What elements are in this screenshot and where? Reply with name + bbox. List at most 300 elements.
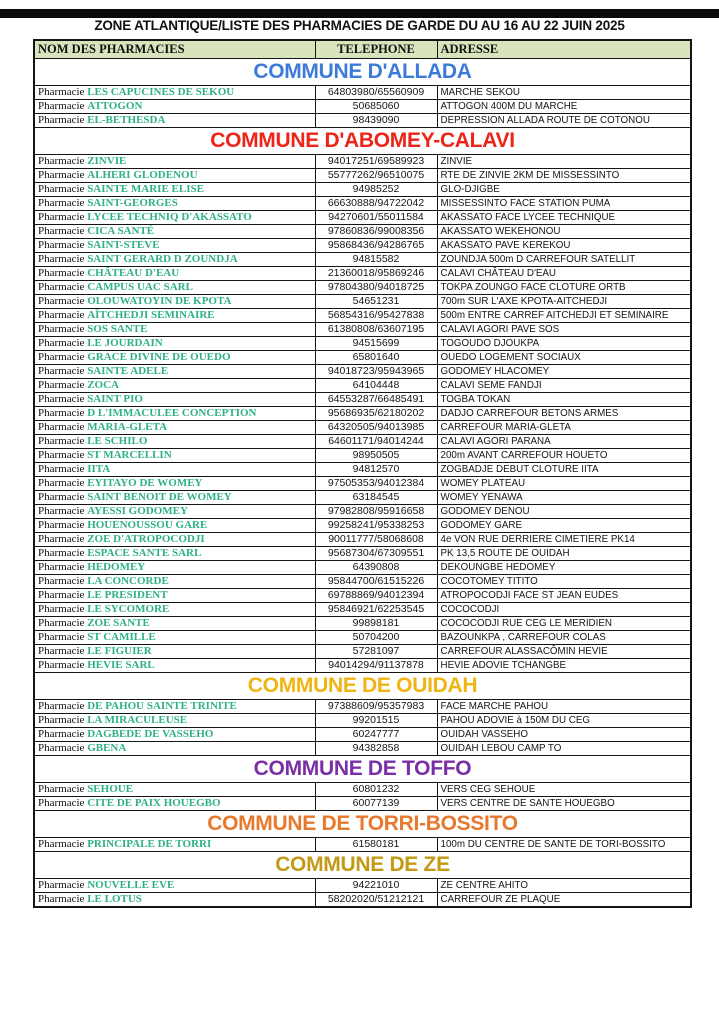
pharmacy-name: SAINT-GEORGES bbox=[87, 197, 178, 209]
table-row bbox=[34, 86, 691, 100]
pharmacy-name: PRINCIPALE DE TORRI bbox=[87, 838, 212, 850]
address-cell: COCOCODJI RUE CEG LE MERIDIEN bbox=[437, 617, 691, 631]
table-row bbox=[34, 505, 691, 519]
address-cell: CARREFOUR ZE PLAQUE bbox=[437, 893, 691, 908]
pharmacy-name-cell bbox=[34, 239, 315, 253]
pharmacy-prefix: Pharmacie bbox=[38, 155, 88, 167]
pharmacy-name: DE PAHOU SAINTE TRINITE bbox=[87, 700, 237, 712]
address-cell: ZOUNDJA 500m D CARREFOUR SATELLIT bbox=[437, 253, 691, 267]
address-cell: ZINVIE bbox=[437, 155, 691, 169]
address-cell: MISSESSINTO FACE STATION PUMA bbox=[437, 197, 691, 211]
phone-cell: 97860836/99008356 bbox=[315, 225, 437, 239]
table-row bbox=[34, 393, 691, 407]
address-cell: GLO-DJIGBE bbox=[437, 183, 691, 197]
pharmacy-prefix: Pharmacie bbox=[38, 114, 88, 126]
pharmacy-name-cell bbox=[34, 879, 315, 893]
pharmacy-name: ZOE SANTE bbox=[87, 617, 150, 629]
pharmacy-prefix: Pharmacie bbox=[38, 728, 88, 740]
pharmacy-prefix: Pharmacie bbox=[38, 797, 88, 809]
column-header-telephone: TELEPHONE bbox=[315, 40, 437, 59]
document-title: ZONE ATLANTIQUE/LISTE DES PHARMACIES DE GARDE DU AU 16 AU 22 JUIN 2025 bbox=[94, 18, 625, 33]
table-row bbox=[34, 155, 691, 169]
column-header-nom-des-pharmacies: NOM DES PHARMACIES bbox=[34, 40, 315, 59]
table-row bbox=[34, 211, 691, 225]
phone-cell: 64553287/66485491 bbox=[315, 393, 437, 407]
pharmacy-name-cell bbox=[34, 295, 315, 309]
table-row bbox=[34, 893, 691, 908]
address-cell: WOMEY YENAWA bbox=[437, 491, 691, 505]
pharmacy-prefix: Pharmacie bbox=[38, 183, 88, 195]
table-row bbox=[34, 351, 691, 365]
pharmacy-prefix: Pharmacie bbox=[38, 505, 88, 517]
pharmacy-name-cell bbox=[34, 547, 315, 561]
pharmacy-name: ST MARCELLIN bbox=[87, 449, 172, 461]
pharmacy-name-cell bbox=[34, 519, 315, 533]
column-header-adresse: ADRESSE bbox=[437, 40, 691, 59]
phone-cell: 94014294/91137878 bbox=[315, 659, 437, 673]
table-row bbox=[34, 561, 691, 575]
section-header-torri-bossito: COMMUNE DE TORRI-BOSSITO bbox=[34, 811, 691, 838]
pharmacy-prefix: Pharmacie bbox=[38, 631, 88, 643]
section-header-ouidah: COMMUNE DE OUIDAH bbox=[34, 673, 691, 700]
phone-cell: 99258241/95338253 bbox=[315, 519, 437, 533]
pharmacy-name: LYCEE TECHNIQ D'AKASSATO bbox=[87, 211, 252, 223]
phone-cell: 94815582 bbox=[315, 253, 437, 267]
pharmacy-name-cell bbox=[34, 463, 315, 477]
pharmacy-name: AYESSI GODOMEY bbox=[87, 505, 188, 517]
table-row bbox=[34, 742, 691, 756]
address-cell: AKASSATO WEKEHONOU bbox=[437, 225, 691, 239]
address-cell: OUIDAH LEBOU CAMP TO bbox=[437, 742, 691, 756]
pharmacy-name: SAINT GERARD D ZOUNDJA bbox=[87, 253, 238, 265]
pharmacy-name: CICA SANTÉ bbox=[87, 225, 155, 237]
pharmacy-name-cell bbox=[34, 267, 315, 281]
section-row-ouidah bbox=[34, 673, 691, 700]
pharmacy-name-cell bbox=[34, 169, 315, 183]
address-cell: MARCHE SEKOU bbox=[437, 86, 691, 100]
phone-cell: 94270601/55011584 bbox=[315, 211, 437, 225]
address-cell: CARREFOUR ALASSACÔMIN HEVIE bbox=[437, 645, 691, 659]
section-header-toffo: COMMUNE DE TOFFO bbox=[34, 756, 691, 783]
pharmacy-name-cell bbox=[34, 379, 315, 393]
phone-cell: 63184545 bbox=[315, 491, 437, 505]
pharmacy-name: ST CAMILLE bbox=[87, 631, 156, 643]
pharmacy-prefix: Pharmacie bbox=[38, 169, 88, 181]
pharmacy-name: AÏTCHEDJI SEMINAIRE bbox=[87, 309, 215, 321]
pharmacy-name: LA MIRACULEUSE bbox=[87, 714, 188, 726]
table-row bbox=[34, 519, 691, 533]
pharmacy-name: GBENA bbox=[87, 742, 127, 754]
table-row bbox=[34, 797, 691, 811]
phone-cell: 90011777/58068608 bbox=[315, 533, 437, 547]
pharmacy-prefix: Pharmacie bbox=[38, 463, 88, 475]
pharmacy-name: SAINT-STEVE bbox=[87, 239, 160, 251]
address-cell: VERS CEG SEHOUE bbox=[437, 783, 691, 797]
section-row-allada bbox=[34, 59, 691, 86]
pharmacy-name-cell bbox=[34, 393, 315, 407]
pharmacy-name-cell bbox=[34, 351, 315, 365]
table-row bbox=[34, 449, 691, 463]
table-row bbox=[34, 463, 691, 477]
section-row-torri-bossito bbox=[34, 811, 691, 838]
table-row bbox=[34, 659, 691, 673]
pharmacy-name-cell bbox=[34, 659, 315, 673]
pharmacy-prefix: Pharmacie bbox=[38, 491, 88, 503]
phone-cell: 65801640 bbox=[315, 351, 437, 365]
pharmacy-name: NOUVELLE EVE bbox=[87, 879, 175, 891]
pharmacy-name: CHÂTEAU D'EAU bbox=[87, 267, 180, 279]
phone-cell: 64803980/65560909 bbox=[315, 86, 437, 100]
pharmacy-prefix: Pharmacie bbox=[38, 337, 88, 349]
address-cell: COCOCODJI bbox=[437, 603, 691, 617]
pharmacy-name: SAINT BENOIT DE WOMEY bbox=[87, 491, 232, 503]
phone-cell: 98439090 bbox=[315, 114, 437, 128]
table-row bbox=[34, 169, 691, 183]
address-cell: AKASSATO PAVE KEREKOU bbox=[437, 239, 691, 253]
pharmacy-name-cell bbox=[34, 86, 315, 100]
table-row bbox=[34, 365, 691, 379]
address-cell: CARREFOUR MARIA-GLETA bbox=[437, 421, 691, 435]
phone-cell: 97388609/95357983 bbox=[315, 700, 437, 714]
pharmacy-prefix: Pharmacie bbox=[38, 879, 88, 891]
table-row bbox=[34, 239, 691, 253]
pharmacy-name: ESPACE SANTE SARL bbox=[87, 547, 202, 559]
phone-cell: 50704200 bbox=[315, 631, 437, 645]
pharmacy-prefix: Pharmacie bbox=[38, 893, 88, 905]
pharmacy-name-cell bbox=[34, 797, 315, 811]
pharmacy-name-cell bbox=[34, 365, 315, 379]
pharmacy-name: EYITAYO DE WOMEY bbox=[87, 477, 203, 489]
pharmacy-name-cell bbox=[34, 742, 315, 756]
pharmacy-prefix: Pharmacie bbox=[38, 435, 88, 447]
table-row bbox=[34, 645, 691, 659]
pharmacy-name: EL-BETHESDA bbox=[87, 114, 166, 126]
pharmacy-name: LA CONCORDE bbox=[87, 575, 169, 587]
pharmacy-name: D L'IMMACULEE CONCEPTION bbox=[87, 407, 257, 419]
section-row-ze bbox=[34, 852, 691, 879]
pharmacy-table bbox=[33, 39, 692, 908]
pharmacy-name-cell bbox=[34, 893, 315, 908]
pharmacy-name-cell bbox=[34, 407, 315, 421]
table-row bbox=[34, 589, 691, 603]
address-cell: GODOMEY DENOU bbox=[437, 505, 691, 519]
pharmacy-name: LE FIGUIER bbox=[87, 645, 152, 657]
pharmacy-name: GRACE DIVINE DE OUEDO bbox=[87, 351, 231, 363]
pharmacy-name: ZOE D'ATROPOCODJI bbox=[87, 533, 205, 545]
phone-cell: 94018723/95943965 bbox=[315, 365, 437, 379]
table-row bbox=[34, 337, 691, 351]
pharmacy-name-cell bbox=[34, 533, 315, 547]
table-row bbox=[34, 114, 691, 128]
pharmacy-prefix: Pharmacie bbox=[38, 589, 88, 601]
phone-cell: 50685060 bbox=[315, 100, 437, 114]
address-cell: GODOMEY HLACOMEY bbox=[437, 365, 691, 379]
address-cell: DADJO CARREFOUR BETONS ARMES bbox=[437, 407, 691, 421]
pharmacy-prefix: Pharmacie bbox=[38, 603, 88, 615]
pharmacy-name: ZINVIE bbox=[87, 155, 127, 167]
pharmacy-prefix: Pharmacie bbox=[38, 700, 88, 712]
top-black-bar bbox=[0, 9, 719, 18]
pharmacy-name-cell bbox=[34, 645, 315, 659]
phone-cell: 94515699 bbox=[315, 337, 437, 351]
phone-cell: 54651231 bbox=[315, 295, 437, 309]
table-row bbox=[34, 435, 691, 449]
phone-cell: 95687304/67309551 bbox=[315, 547, 437, 561]
phone-cell: 56854316/95427838 bbox=[315, 309, 437, 323]
pharmacy-prefix: Pharmacie bbox=[38, 239, 88, 251]
pharmacy-name-cell bbox=[34, 421, 315, 435]
pharmacy-prefix: Pharmacie bbox=[38, 714, 88, 726]
pharmacy-name-cell bbox=[34, 114, 315, 128]
pharmacy-prefix: Pharmacie bbox=[38, 393, 88, 405]
phone-cell: 95686935/62180202 bbox=[315, 407, 437, 421]
pharmacy-prefix: Pharmacie bbox=[38, 86, 88, 98]
pharmacy-name-cell bbox=[34, 197, 315, 211]
pharmacy-name: CAMPUS UAC SARL bbox=[87, 281, 193, 293]
pharmacy-name-cell bbox=[34, 183, 315, 197]
phone-cell: 64320505/94013985 bbox=[315, 421, 437, 435]
pharmacy-name-cell bbox=[34, 561, 315, 575]
table-row bbox=[34, 295, 691, 309]
phone-cell: 64601171/94014244 bbox=[315, 435, 437, 449]
pharmacy-prefix: Pharmacie bbox=[38, 253, 88, 265]
table-row bbox=[34, 838, 691, 852]
pharmacy-prefix: Pharmacie bbox=[38, 533, 88, 545]
pharmacy-prefix: Pharmacie bbox=[38, 281, 88, 293]
address-cell: CALAVI SEME FANDJI bbox=[437, 379, 691, 393]
table-row bbox=[34, 714, 691, 728]
table-row bbox=[34, 603, 691, 617]
pharmacy-name: ZOCA bbox=[87, 379, 119, 391]
phone-cell: 55777262/96510075 bbox=[315, 169, 437, 183]
pharmacy-name: HEDOMEY bbox=[87, 561, 146, 573]
table-row bbox=[34, 533, 691, 547]
pharmacy-name-cell bbox=[34, 783, 315, 797]
address-cell: CALAVI AGORI PARANA bbox=[437, 435, 691, 449]
phone-cell: 95868436/94286765 bbox=[315, 239, 437, 253]
address-cell: PK 13,5 ROUTE DE OUIDAH bbox=[437, 547, 691, 561]
pharmacy-name: CITE DE PAIX HOUEGBO bbox=[87, 797, 221, 809]
table-row bbox=[34, 547, 691, 561]
table-row bbox=[34, 421, 691, 435]
address-cell: ZE CENTRE AHITO bbox=[437, 879, 691, 893]
address-cell: ATROPOCODJI FACE ST JEAN EUDES bbox=[437, 589, 691, 603]
pharmacy-name: LE LOTUS bbox=[87, 893, 142, 905]
address-cell: RTE DE ZINVIE 2KM DE MISSESSINTO bbox=[437, 169, 691, 183]
table-row bbox=[34, 225, 691, 239]
table-row bbox=[34, 617, 691, 631]
pharmacy-prefix: Pharmacie bbox=[38, 645, 88, 657]
table-row bbox=[34, 700, 691, 714]
address-cell: DEKOUNGBE HEDOMEY bbox=[437, 561, 691, 575]
pharmacy-name: SAINTE MARIE ELISE bbox=[87, 183, 204, 195]
pharmacy-prefix: Pharmacie bbox=[38, 309, 88, 321]
pharmacy-prefix: Pharmacie bbox=[38, 421, 88, 433]
address-cell: TOGOUDO DJOUKPA bbox=[437, 337, 691, 351]
table-row bbox=[34, 575, 691, 589]
pharmacy-prefix: Pharmacie bbox=[38, 449, 88, 461]
phone-cell: 98950505 bbox=[315, 449, 437, 463]
pharmacy-prefix: Pharmacie bbox=[38, 225, 88, 237]
pharmacy-name: HOUENOUSSOU GARE bbox=[87, 519, 208, 531]
pharmacy-name-cell bbox=[34, 575, 315, 589]
pharmacy-name-cell bbox=[34, 337, 315, 351]
phone-cell: 99201515 bbox=[315, 714, 437, 728]
table-row bbox=[34, 100, 691, 114]
pharmacy-name: IITA bbox=[87, 463, 111, 475]
address-cell: AKASSATO FACE LYCEE TECHNIQUE bbox=[437, 211, 691, 225]
phone-cell: 97505353/94012384 bbox=[315, 477, 437, 491]
pharmacy-prefix: Pharmacie bbox=[38, 407, 88, 419]
table-row bbox=[34, 879, 691, 893]
table-row bbox=[34, 309, 691, 323]
phone-cell: 94812570 bbox=[315, 463, 437, 477]
pharmacy-name: ATTOGON bbox=[87, 100, 143, 112]
pharmacy-prefix: Pharmacie bbox=[38, 100, 88, 112]
pharmacy-name: MARIA-GLETA bbox=[87, 421, 168, 433]
phone-cell: 94382858 bbox=[315, 742, 437, 756]
pharmacy-name-cell bbox=[34, 477, 315, 491]
pharmacy-name-cell bbox=[34, 155, 315, 169]
pharmacy-name-cell bbox=[34, 589, 315, 603]
phone-cell: 64390808 bbox=[315, 561, 437, 575]
table-body bbox=[34, 59, 691, 908]
pharmacy-name-cell bbox=[34, 491, 315, 505]
table-row bbox=[34, 783, 691, 797]
pharmacy-prefix: Pharmacie bbox=[38, 197, 88, 209]
table-row bbox=[34, 267, 691, 281]
pharmacy-name-cell bbox=[34, 449, 315, 463]
table-row bbox=[34, 631, 691, 645]
pharmacy-prefix: Pharmacie bbox=[38, 547, 88, 559]
pharmacy-prefix: Pharmacie bbox=[38, 519, 88, 531]
table-row bbox=[34, 253, 691, 267]
phone-cell: 94221010 bbox=[315, 879, 437, 893]
phone-cell: 95844700/61515226 bbox=[315, 575, 437, 589]
pharmacy-name: DAGBEDE DE VASSEHO bbox=[87, 728, 214, 740]
pharmacy-name-cell bbox=[34, 100, 315, 114]
pharmacy-prefix: Pharmacie bbox=[38, 351, 88, 363]
address-cell: OUIDAH VASSEHO bbox=[437, 728, 691, 742]
pharmacy-name: LES CAPUCINES DE SEKOU bbox=[87, 86, 235, 98]
phone-cell: 60077139 bbox=[315, 797, 437, 811]
pharmacy-name-cell bbox=[34, 714, 315, 728]
section-row-toffo bbox=[34, 756, 691, 783]
table-row bbox=[34, 477, 691, 491]
phone-cell: 21360018/95869246 bbox=[315, 267, 437, 281]
pharmacy-name: LE SYCOMORE bbox=[87, 603, 170, 615]
table-row bbox=[34, 197, 691, 211]
pharmacy-name-cell bbox=[34, 631, 315, 645]
address-cell: WOMEY PLATEAU bbox=[437, 477, 691, 491]
pharmacy-name: LE SCHILO bbox=[87, 435, 148, 447]
phone-cell: 58202020/51212121 bbox=[315, 893, 437, 908]
address-cell: 500m ENTRE CARREF AITCHEDJI ET SEMINAIRE bbox=[437, 309, 691, 323]
address-cell: FACE MARCHE PAHOU bbox=[437, 700, 691, 714]
address-cell: ATTOGON 400M DU MARCHE bbox=[437, 100, 691, 114]
pharmacy-name-cell bbox=[34, 323, 315, 337]
table-row bbox=[34, 379, 691, 393]
phone-cell: 64104448 bbox=[315, 379, 437, 393]
address-cell: CALAVI CHÂTEAU D'EAU bbox=[437, 267, 691, 281]
table-row bbox=[34, 407, 691, 421]
address-cell: ZOGBADJE DEBUT CLOTURE IITA bbox=[437, 463, 691, 477]
pharmacy-prefix: Pharmacie bbox=[38, 323, 88, 335]
pharmacy-prefix: Pharmacie bbox=[38, 742, 88, 754]
pharmacy-name: SOS SANTE bbox=[87, 323, 148, 335]
section-header-allada: COMMUNE D'ALLADA bbox=[34, 59, 691, 86]
table-row bbox=[34, 491, 691, 505]
pharmacy-prefix: Pharmacie bbox=[38, 477, 88, 489]
table-row bbox=[34, 323, 691, 337]
phone-cell: 69788869/94012394 bbox=[315, 589, 437, 603]
address-cell: TOKPA ZOUNGO FACE CLOTURE ORTB bbox=[437, 281, 691, 295]
address-cell: 700m SUR L'AXE KPOTA-AITCHEDJI bbox=[437, 295, 691, 309]
address-cell: 200m AVANT CARREFOUR HOUETO bbox=[437, 449, 691, 463]
address-cell: COCOTOMEY TITITO bbox=[437, 575, 691, 589]
pharmacy-name: SEHOUE bbox=[87, 783, 134, 795]
pharmacy-name-cell bbox=[34, 211, 315, 225]
phone-cell: 97804380/94018725 bbox=[315, 281, 437, 295]
address-cell: TOGBA TOKAN bbox=[437, 393, 691, 407]
table-row bbox=[34, 728, 691, 742]
address-cell: CALAVI AGORI PAVE SOS bbox=[437, 323, 691, 337]
pharmacy-prefix: Pharmacie bbox=[38, 561, 88, 573]
address-cell: 100m DU CENTRE DE SANTE DE TORI-BOSSITO bbox=[437, 838, 691, 852]
pharmacy-prefix: Pharmacie bbox=[38, 575, 88, 587]
pharmacy-name-cell bbox=[34, 838, 315, 852]
address-cell: GODOMEY GARE bbox=[437, 519, 691, 533]
phone-cell: 57281097 bbox=[315, 645, 437, 659]
pharmacy-name-cell bbox=[34, 728, 315, 742]
phone-cell: 94985252 bbox=[315, 183, 437, 197]
pharmacy-name: ALHERI GLODENOU bbox=[87, 169, 198, 181]
pharmacy-name: LE JOURDAIN bbox=[87, 337, 163, 349]
pharmacy-name-cell bbox=[34, 225, 315, 239]
section-header-abomey-calavi: COMMUNE D'ABOMEY-CALAVI bbox=[34, 128, 691, 155]
address-cell: DEPRESSION ALLADA ROUTE DE COTONOU bbox=[437, 114, 691, 128]
pharmacy-name-cell bbox=[34, 603, 315, 617]
table-header-row bbox=[34, 40, 691, 59]
phone-cell: 60801232 bbox=[315, 783, 437, 797]
phone-cell: 94017251/69589923 bbox=[315, 155, 437, 169]
address-cell: PAHOU ADOVIE à 150M DU CEG bbox=[437, 714, 691, 728]
pharmacy-name-cell bbox=[34, 309, 315, 323]
table-row bbox=[34, 281, 691, 295]
phone-cell: 61580181 bbox=[315, 838, 437, 852]
section-row-abomey-calavi bbox=[34, 128, 691, 155]
pharmacy-prefix: Pharmacie bbox=[38, 379, 88, 391]
pharmacy-prefix: Pharmacie bbox=[38, 659, 88, 671]
phone-cell: 99898181 bbox=[315, 617, 437, 631]
pharmacy-prefix: Pharmacie bbox=[38, 617, 88, 629]
section-header-ze: COMMUNE DE ZE bbox=[34, 852, 691, 879]
pharmacy-name-cell bbox=[34, 253, 315, 267]
pharmacy-prefix: Pharmacie bbox=[38, 267, 88, 279]
phone-cell: 60247777 bbox=[315, 728, 437, 742]
address-cell: VERS CENTRE DE SANTE HOUEGBO bbox=[437, 797, 691, 811]
address-cell: HEVIE ADOVIE TCHANGBE bbox=[437, 659, 691, 673]
pharmacy-prefix: Pharmacie bbox=[38, 295, 88, 307]
pharmacy-prefix: Pharmacie bbox=[38, 783, 88, 795]
pharmacy-name-cell bbox=[34, 435, 315, 449]
pharmacy-prefix: Pharmacie bbox=[38, 211, 88, 223]
table-row bbox=[34, 183, 691, 197]
pharmacy-name: OLOUWATOYIN DE KPOTA bbox=[87, 295, 232, 307]
pharmacy-name: SAINTE ADELE bbox=[87, 365, 169, 377]
pharmacy-prefix: Pharmacie bbox=[38, 838, 88, 850]
pharmacy-name: LE PRESIDENT bbox=[87, 589, 168, 601]
